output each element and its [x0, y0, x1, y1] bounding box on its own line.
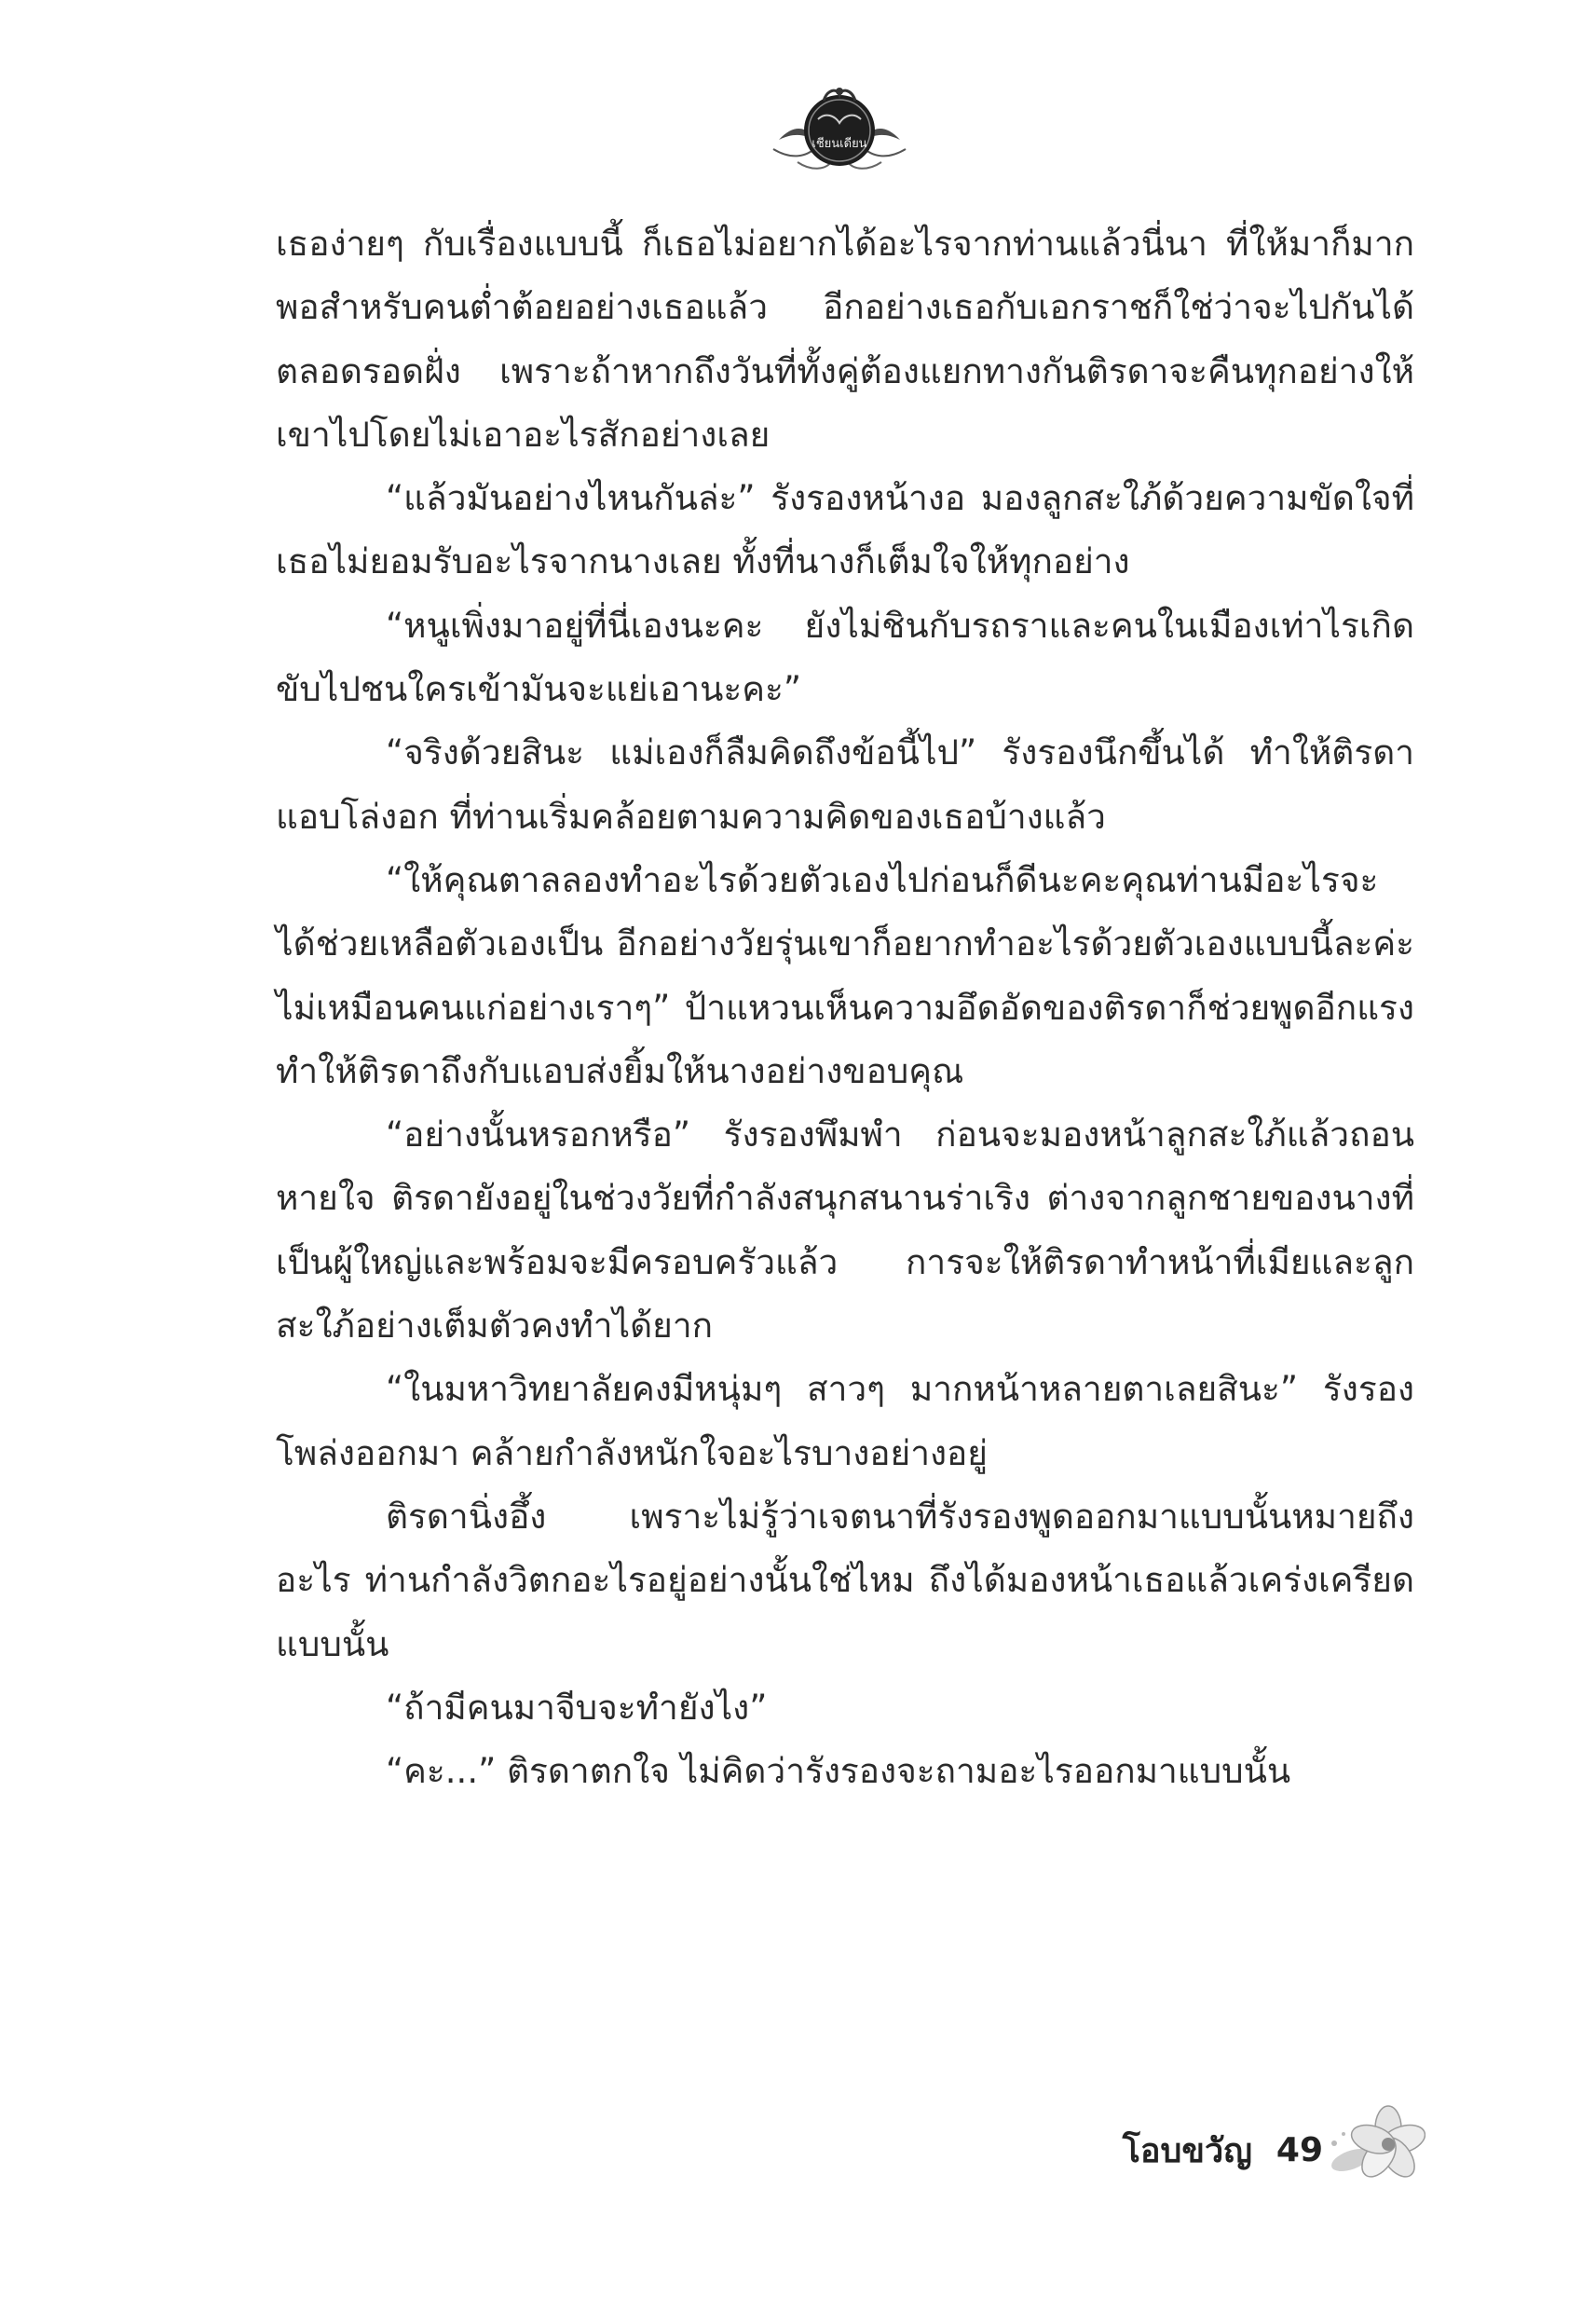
- publisher-emblem-icon: [770, 73, 909, 180]
- paragraph: “อย่างนั้นหรอกหรือ” รังรองพึมพำ ก่อนจะมองหน้าลูกสะใภ้แล้วถอนหายใจ ติรดายังอยู่ในช่วงวัยที่กำลังสนุกสนานร่าเริง ต่างจากลูกชายของนางที่เป็นผู้ใหญ่และพร้อมจะมีครอบครัวแล้ว การจะให้ติรดาทำหน้าที่เมียและลูกสะใภ้อย่างเต็มตัวคงทำได้ยาก: [276, 1114, 1414, 1347]
- page-footer: [988, 2117, 1323, 2182]
- paragraph: ติรดานิ่งอึ้ง เพราะไม่รู้ว่าเจตนาที่รังรองพูดออกมาแบบนั้นหมายถึงอะไร ท่านกำลังวิตกอะไรอยู่อย่างนั้นใช่ไหม ถึงได้มองหน้าเธอแล้วเคร่งเครียดแบบนั้น: [276, 1496, 1414, 1664]
- paragraph: “หนูเพิ่งมาอยู่ที่นี่เองนะคะ ยังไม่ชินกับรถราและคนในเมืองเท่าไรเกิดขับไปชนใครเข้ามันจะแย่เอานะคะ”: [276, 605, 1414, 710]
- paragraph: “ถ้ามีคนมาจีบจะทำยังไง”: [386, 1687, 768, 1728]
- paragraph: เธอง่ายๆ กับเรื่องแบบนี้ ก็เธอไม่อยากได้อะไรจากท่านแล้วนี่นา ที่ให้มาก็มากพอสำหรับคนต่ำต้อยอย่างเธอแล้ว อีกอย่างเธอกับเอกราชก็ใช่ว่าจะไปกันได้ตลอดรอดฝั่ง เพราะถ้าหากถึงวันที่ทั้งคู่ต้องแยกทางกันติรดาจะคืนทุกอย่างให้เขาไปโดยไม่เอาอะไรสักอย่างเลย: [276, 224, 1414, 455]
- paragraph: “ในมหาวิทยาลัยคงมีหนุ่มๆ สาวๆ มากหน้าหลายตาเลยสินะ” รังรองโพล่งออกมา คล้ายกำลังหนักใจอะไรบางอย่างอยู่: [276, 1369, 1414, 1473]
- paragraph: “แล้วมันอย่างไหนกันล่ะ” รังรองหน้างอ มองลูกสะใภ้ด้วยความขัดใจที่เธอไม่ยอมรับอะไรจากนางเลย ทั้งที่นางก็เต็มใจให้ทุกอย่าง: [276, 478, 1414, 582]
- paragraph: “คะ...” ติรดาตกใจ ไม่คิดว่ารังรองจะถามอะไรออกมาแบบนั้น: [386, 1751, 1291, 1792]
- book-title: โอบขวัญ: [1122, 2131, 1252, 2170]
- paragraph: “จริงด้วยสินะ แม่เองก็ลืมคิดถึงข้อนี้ไป” รังรองนึกขึ้นได้ ทำให้ติรดาแอบโล่งอก ที่ท่านเริ่มคล้อยตามความคิดของเธอบ้างแล้ว: [276, 732, 1414, 837]
- page-number: 49: [1275, 2130, 1323, 2169]
- flower-ornament-icon: [1323, 2102, 1425, 2186]
- logo-text: เชียนเดียน: [812, 137, 867, 151]
- body-text: [276, 212, 1414, 1803]
- paragraph: “ให้คุณตาลลองทำอะไรด้วยตัวเองไปก่อนก็ดีนะคะคุณท่านมีอะไรจะได้ช่วยเหลือตัวเองเป็น อีกอย่างวัยรุ่นเขาก็อยากทำอะไรด้วยตัวเองแบบนี้ละค่ะ ไม่เหมือนคนแก่อย่างเราๆ” ป้าแหวนเห็นความอึดอัดของติรดาก็ช่วยพูดอีกแรง ทำให้ติรดาถึงกับแอบส่งยิ้มให้นางอย่างขอบคุณ: [276, 859, 1414, 1091]
